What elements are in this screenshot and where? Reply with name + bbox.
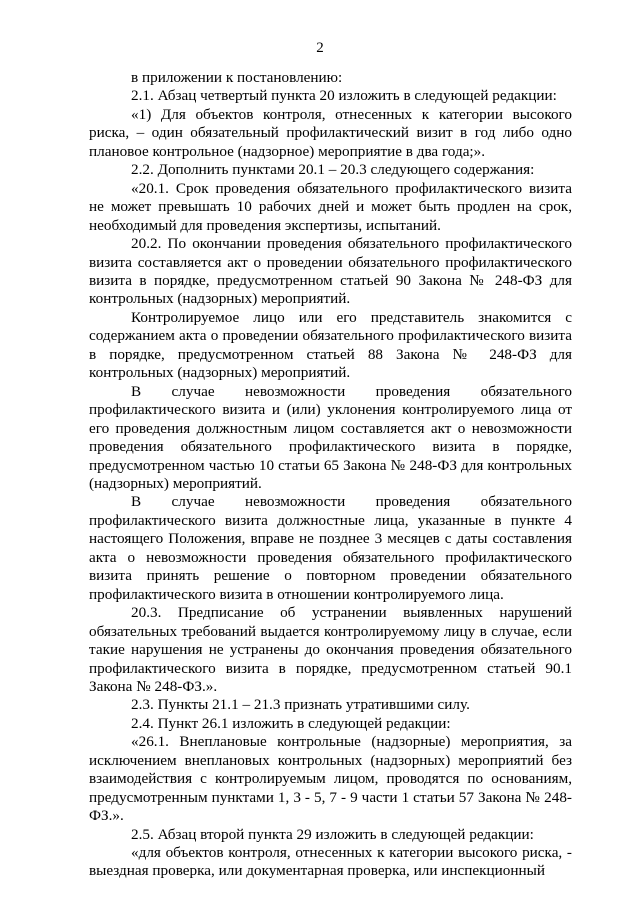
paragraph-2-1: 2.1. Абзац четвертый пункта 20 изложить в следующей редакции: — [131, 87, 557, 105]
document-body — [89, 69, 572, 881]
page-number: 2 — [316, 40, 324, 56]
paragraph-2-1-text: «1) Для объектов контроля, отнесенных к категории высокого риска, – один обязательный профилактический визит в год либо одно плановое контрольное (надзорное) мероприятие в два года;». — [89, 105, 572, 160]
paragraph-2-3: 2.3. Пункты 21.1 – 21.3 признать утратившими силу. — [131, 696, 470, 714]
paragraph-20-1: «20.1. Срок проведения обязательного профилактического визита не может превышать 10 рабочих дней и может быть продлен на срок, необходимый для проведения экспертизы, испытаний. — [89, 179, 572, 234]
paragraph-2-2: 2.2. Дополнить пунктами 20.1 – 20.3 следующего содержания: — [131, 161, 535, 179]
paragraph-2-5: 2.5. Абзац второй пункта 29 изложить в следующей редакции: — [131, 825, 534, 843]
paragraph-repeat-visit: В случае невозможности проведения обязательного профилактического визита должностные лица, указанные в пункте 4 настоящего Положения, вправе не позднее 3 месяцев с даты составления акта о невозможности проведения обязательного профилактического визита принять решение о повторном проведении обязательного профилактического визита в отношении контролируемого лица. — [89, 493, 572, 603]
paragraph-20-2: 20.2. По окончании проведения обязательного профилактического визита составляется акт о проведении обязательного профилактического визита в порядке, предусмотренном статьей 90 Закона № 248-ФЗ для контрольных (надзорных) мероприятий. — [89, 235, 572, 308]
paragraph-20-3: 20.3. Предписание об устранении выявленных нарушений обязательных требований выдается контролируемому лицу в случае, если такие нарушения не устранены до окончания проведения обязательного профилактического визита в порядке, предусмотренном статьей 90.1 Закона № 248-ФЗ.». — [89, 604, 572, 695]
paragraph-intro: в приложении к постановлению: — [131, 69, 343, 86]
paragraph-26-1: «26.1. Внеплановые контрольные (надзорные) мероприятия, за исключением внеплановых контрольных (надзорных) мероприятий без взаимодействия с контролируемым лицом, проводятся по основаниям, предусмотренным пунктами 1, 3 - 5, 7 - 9 части 1 статьи 57 Закона № 248-ФЗ.». — [89, 733, 572, 825]
paragraph-high-risk: «для объектов контроля, отнесенных к категории высокого риска, - выездная проверка, или документарная проверка, или инспекционный — [89, 844, 572, 880]
paragraph-impossibility-act: В случае невозможности проведения обязательного профилактического визита и (или) уклонения контролируемого лица от его проведения должностным лицом составляется акт о невозможности проведения обязательного профилактического визита в порядке, предусмотренном частью 10 статьи 65 Закона № 248-ФЗ для контрольных (надзорных) мероприятий. — [89, 382, 572, 492]
paragraph-2-4: 2.4. Пункт 26.1 изложить в следующей редакции: — [131, 714, 451, 732]
paragraph-controlled-person: Контролируемое лицо или его представитель знакомится с содержанием акта о проведении обязательного профилактического визита в порядке, предусмотренном статьей 88 Закона № 248-ФЗ для контрольных (надзорных) мероприятий. — [89, 308, 572, 382]
